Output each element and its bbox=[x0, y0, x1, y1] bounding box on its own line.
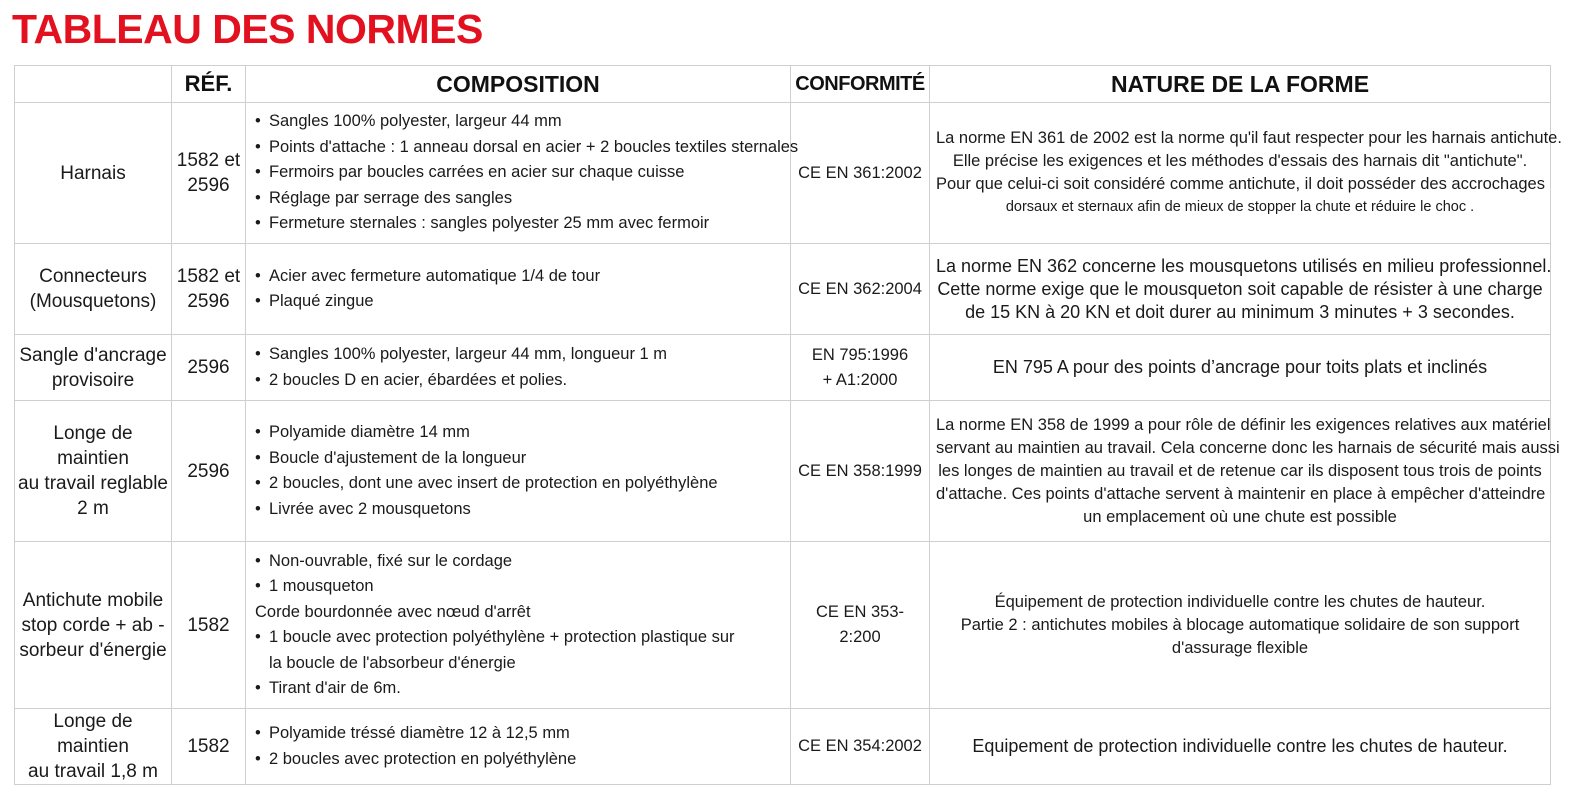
composition-list bbox=[255, 109, 799, 237]
composition-item: • Tirant d'air de 6m. bbox=[255, 676, 790, 702]
equipment-name-line: provisoire bbox=[51, 369, 135, 391]
composition-item: • Acier avec fermeture automatique 1/4 de tour bbox=[255, 264, 790, 290]
composition-item: • Réglage par serrage des sangles bbox=[255, 186, 790, 212]
equipment-name-cell bbox=[15, 709, 172, 785]
reference-line: 2596 bbox=[187, 357, 230, 378]
composition-list bbox=[255, 721, 790, 772]
equipment-name-cell bbox=[15, 542, 172, 709]
table-row bbox=[15, 542, 1551, 709]
nature-line: Partie 2 : antichutes mobiles à blocage automatique solidaire de son support bbox=[960, 615, 1520, 634]
equipment-name-line: Longe de maintien bbox=[53, 711, 133, 757]
composition-cell bbox=[246, 709, 791, 785]
composition-list bbox=[255, 549, 790, 702]
reference-line: 1582 bbox=[187, 736, 230, 757]
nature-cell bbox=[930, 401, 1560, 542]
table-row bbox=[15, 401, 1551, 542]
header-conformite: CONFORMITÉ bbox=[791, 66, 930, 103]
table-row bbox=[15, 103, 1551, 244]
conformite-cell bbox=[791, 709, 930, 785]
nature-line: Pour que celui-ci soit considéré comme antichute, il doit posséder des accrochages bbox=[936, 175, 1545, 193]
nature-line: Cette norme exige que le mousqueton soit capable de résister à une charge bbox=[937, 278, 1543, 299]
reference-cell bbox=[172, 335, 246, 401]
composition-item: • Plaqué zingue bbox=[255, 289, 790, 315]
equipment-name-cell bbox=[15, 103, 172, 244]
conformite-line: CE EN 354:2002 bbox=[798, 737, 922, 755]
nature-line: EN 795 A pour des points d’ancrage pour toits plats et inclinés bbox=[992, 357, 1488, 377]
composition-cell bbox=[246, 401, 791, 542]
nature-line: La norme EN 361 de 2002 est la norme qu'il faut respecter pour les harnais antichute. bbox=[936, 129, 1562, 147]
composition-cell bbox=[246, 244, 791, 335]
reference-cell bbox=[172, 244, 246, 335]
nature-line: servant au maintien au travail. Cela concerne donc les harnais de sécurité mais aussi bbox=[936, 438, 1560, 457]
nature-cell bbox=[930, 103, 1562, 244]
composition-item: • Non-ouvrable, fixé sur le cordage bbox=[255, 549, 790, 575]
nature-line: dorsaux et sternaux afin de mieux de stopper la chute et réduire le choc . bbox=[1005, 199, 1475, 215]
composition-item: • Points d'attache : 1 anneau dorsal en acier + 2 boucles textiles sternales bbox=[255, 135, 790, 161]
composition-item: • Polyamide tréssé diamètre 12 à 12,5 mm bbox=[255, 721, 790, 747]
composition-item: • Sangles 100% polyester, largeur 44 mm, longueur 1 m bbox=[255, 342, 790, 368]
header-row bbox=[15, 66, 1551, 103]
composition-item: • Sangles 100% polyester, largeur 44 mm bbox=[255, 109, 790, 135]
composition-item: la boucle de l'absorbeur d'énergie bbox=[269, 653, 516, 672]
equipment-name-line: au travail reglable bbox=[18, 473, 168, 494]
composition-item: • Fermoirs par boucles carrées en acier sur chaque cuisse bbox=[255, 160, 790, 186]
composition-list bbox=[255, 342, 790, 393]
equipment-name-line: Antichute mobile bbox=[22, 589, 164, 611]
equipment-name-line: Harnais bbox=[60, 162, 126, 184]
conformite-line: CE EN 353- bbox=[815, 603, 905, 621]
reference-line: 2596 bbox=[187, 175, 230, 196]
equipment-name-cell bbox=[15, 244, 172, 335]
reference-cell bbox=[172, 709, 246, 785]
composition-item: • Livrée avec 2 mousquetons bbox=[255, 497, 790, 523]
nature-line: Elle précise les exigences et les méthodes d'essais des harnais dit "antichute". bbox=[952, 152, 1528, 170]
composition-item: • 2 boucles, dont une avec insert de protection en polyéthylène bbox=[255, 471, 790, 497]
equipment-name-line: Sangle d'ancrage bbox=[19, 344, 167, 366]
reference-cell bbox=[172, 542, 246, 709]
reference-line: 2596 bbox=[187, 291, 230, 312]
reference-line: 2596 bbox=[187, 460, 230, 482]
nature-line: d'attache. Ces points d'attache servent à maintenir en place à empêcher d'atteindre bbox=[936, 484, 1546, 503]
nature-cell bbox=[930, 542, 1551, 709]
composition-list bbox=[255, 420, 790, 522]
header-ref: RÉF. bbox=[172, 66, 246, 103]
composition-cell bbox=[246, 542, 791, 709]
nature-line: La norme EN 362 concerne les mousquetons utilisés en milieu professionnel. bbox=[936, 255, 1552, 276]
equipment-name-cell bbox=[15, 335, 172, 401]
nature-line: La norme EN 358 de 1999 a pour rôle de définir les exigences relatives aux matériel bbox=[936, 415, 1551, 434]
composition-cell bbox=[246, 335, 791, 401]
composition-list bbox=[255, 264, 790, 315]
reference-line: 1582 et bbox=[176, 150, 241, 171]
conformite-line: CE EN 362:2004 bbox=[798, 279, 922, 298]
equipment-name-line: (Mousquetons) bbox=[29, 291, 157, 312]
header-composition: COMPOSITION bbox=[246, 66, 791, 103]
equipment-name-line: au travail 1,8 m bbox=[28, 761, 158, 782]
equipment-name-line: Connecteurs bbox=[39, 266, 147, 287]
conformite-line: 2:200 bbox=[839, 628, 881, 646]
conformite-line: + A1:2000 bbox=[822, 370, 898, 389]
nature-cell bbox=[930, 709, 1551, 785]
nature-line: Équipement de protection individuelle contre les chutes de hauteur. bbox=[994, 592, 1486, 611]
nature-line: les longes de maintien au travail et de retenue car ils disposent tous trois de points bbox=[938, 461, 1542, 480]
nature-line: d'assurage flexible bbox=[1171, 638, 1309, 657]
equipment-name-line: Longe de maintien bbox=[53, 423, 133, 469]
conformite-line: EN 795:1996 bbox=[811, 345, 909, 364]
nature-line: Equipement de protection individuelle contre les chutes de hauteur. bbox=[972, 736, 1508, 756]
equipment-name-cell bbox=[15, 401, 172, 542]
nature-cell bbox=[930, 244, 1551, 335]
equipment-name-line: sorbeur d'énergie bbox=[19, 639, 167, 661]
conformite-line: CE EN 358:1999 bbox=[798, 461, 922, 480]
nature-cell bbox=[930, 335, 1551, 401]
table-row bbox=[15, 335, 1551, 401]
conformite-cell bbox=[791, 244, 930, 335]
composition-item: Corde bourdonnée avec nœud d'arrêt bbox=[255, 602, 531, 621]
composition-cell bbox=[246, 103, 799, 244]
conformite-cell bbox=[791, 103, 930, 244]
nature-line: de 15 KN à 20 KN et doit durer au minimum 3 minutes + 3 secondes. bbox=[965, 301, 1515, 322]
header-name bbox=[15, 66, 172, 103]
equipment-name-line: 2 m bbox=[77, 498, 109, 519]
reference-line: 1582 et bbox=[176, 266, 241, 287]
composition-item: • 1 boucle avec protection polyéthylène + protection plastique sur bbox=[255, 625, 790, 651]
conformite-line: CE EN 361:2002 bbox=[798, 163, 922, 182]
nature-line: un emplacement où une chute est possible bbox=[1083, 507, 1397, 526]
equipment-name-line: stop corde + ab - bbox=[21, 614, 165, 636]
table-row bbox=[15, 709, 1551, 785]
conformite-cell bbox=[791, 335, 930, 401]
composition-item: • 1 mousqueton bbox=[255, 574, 790, 600]
reference-cell bbox=[172, 103, 246, 244]
reference-cell bbox=[172, 401, 246, 542]
header-nature: NATURE DE LA FORME bbox=[930, 66, 1551, 103]
conformite-cell bbox=[791, 401, 930, 542]
norms-table bbox=[14, 65, 1562, 785]
page-title: TABLEAU DES NORMES bbox=[12, 6, 483, 52]
reference-line: 1582 bbox=[187, 614, 230, 636]
composition-item: • Boucle d'ajustement de la longueur bbox=[255, 446, 790, 472]
composition-item: • Polyamide diamètre 14 mm bbox=[255, 420, 790, 446]
composition-item: • 2 boucles D en acier, ébardées et polies. bbox=[255, 368, 790, 394]
composition-item: • 2 boucles avec protection en polyéthylène bbox=[255, 747, 790, 773]
table-row bbox=[15, 244, 1551, 335]
conformite-cell bbox=[791, 542, 930, 709]
composition-item: • Fermeture sternales : sangles polyester 25 mm avec fermoir bbox=[255, 211, 790, 237]
